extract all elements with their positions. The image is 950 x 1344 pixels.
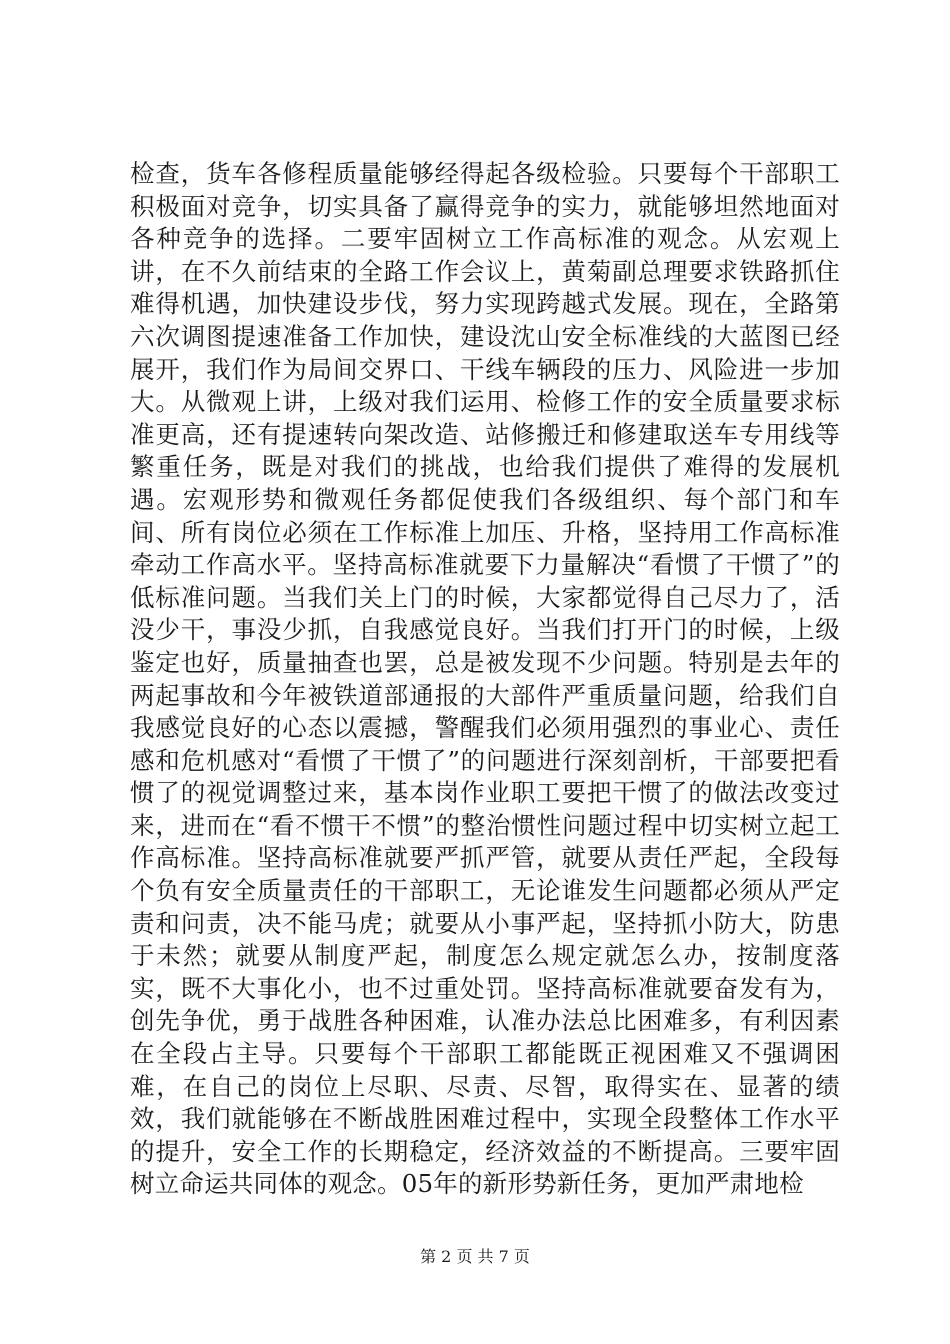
page-number-footer: 第 2 页 共 7 页 — [420, 1247, 530, 1266]
body-paragraph: 检查，货车各修程质量能够经得起各级检验。只要每个干部职工积极面对竞争，切实具备了赢得竞争的实力，就能够坦然地面对各种竞争的选择。二要牢固树立工作高标准的观念。从宏观上讲，在不久前结束的全路工作会议上，黄菊副总理要求铁路抓住难得机遇，加快建设步伐，努力实现跨越式发展。现在，全路第六次调图提速准备工作加快，建设沈山安全标准线的大蓝图已经展开，我们作为局间交界口、干线车辆段的压力、风险进一步加大。从微观上讲，上级对我们运用、检修工作的安全质量要求标准更高，还有提速转向架改造、站修搬迁和修建取送车专用线等繁重任务，既是对我们的挑战，也给我们提供了难得的发展机遇。宏观形势和微观任务都促使我们各级组织、每个部门和车间、所有岗位必须在工作标准上加压、升格，坚持用工作高标准牵动工作高水平。坚持高标准就要下力量解决“看惯了干惯了”的低标准问题。当我们关上门的时候，大家都觉得自己尽力了，活没少干，事没少抓，自我感觉良好。当我们打开门的时候，上级鉴定也好，质量抽查也罢，总是被发现不少问题。特别是去年的两起事故和今年被铁道部通报的大部件严重质量问题，给我们自我感觉良好的心态以震撼，警醒我们必须用强烈的事业心、责任感和危机感对“看惯了干惯了”的问题进行深刻剖析，干部要把看惯了的视觉调整过来，基本岗作业职工要把干惯了的做法改变过来，进而在“看不惯干不惯”的整治惯性问题过程中切实树立起工作高标准。坚持高标准就要严抓严管，就要从责任严起，全段每个负有安全质量责任的干部职工，无论谁发生问题都必须从严定责和问责，决不能马虎；就要从小事严起，坚持抓小防大，防患于未然；就要从制度严起，制度怎么规定就怎么办，按制度落实，既不大事化小，也不过重处罚。坚持高标准就要奋发有为，创先争优，勇于战胜各种困难，认准办法总比困难多，有利因素在全段占主导。只要每个干部职工都能既正视困难又不强调困难，在自己的岗位上尽职、尽责、尽智，取得实在、显著的绩效，我们就能够在不断战胜困难过程中，实现全段整体工作水平的提升，安全工作的长期稳定，经济效益的不断提高。三要牢固树立命运共同体的观念。05年的新形势新任务，更加严肃地检 — [130, 159, 840, 1199]
